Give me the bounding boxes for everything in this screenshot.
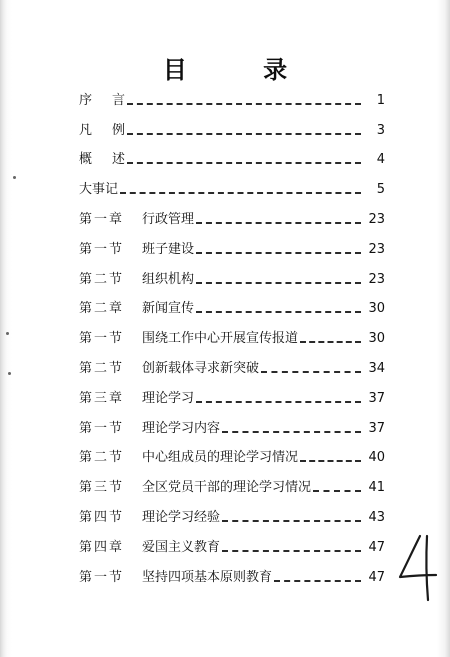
toc-entry[interactable] xyxy=(79,175,385,205)
toc-entry[interactable] xyxy=(79,235,385,265)
toc-entry[interactable] xyxy=(79,86,385,116)
scan-speck xyxy=(8,372,11,375)
dotted-leader xyxy=(222,548,361,552)
toc-entry-heading: 第三节 xyxy=(79,480,125,496)
toc-entry-heading: 第四章 xyxy=(79,539,125,555)
toc-entry-heading: 第二节 xyxy=(79,271,125,287)
toc-entry-heading: 第四节 xyxy=(79,510,125,526)
toc-entry-title: 围绕工作中心开展宣传报道 xyxy=(142,331,299,347)
toc-entry-page-number: 37 xyxy=(368,420,385,436)
dotted-leader xyxy=(127,160,361,164)
dotted-leader xyxy=(196,309,361,313)
toc-entry-title: 新闻宣传 xyxy=(142,301,195,317)
toc-entry[interactable] xyxy=(79,295,385,325)
dotted-leader xyxy=(261,369,361,373)
toc-entry-page-number: 43 xyxy=(368,510,385,526)
toc-entry[interactable] xyxy=(79,205,385,235)
toc-entry-heading-char: 述 xyxy=(111,152,125,168)
toc-entry[interactable] xyxy=(79,146,385,176)
toc-entry[interactable] xyxy=(79,414,385,444)
toc-entry-heading xyxy=(79,152,125,168)
dotted-leader xyxy=(127,131,361,135)
toc-entry-page-number: 34 xyxy=(368,361,385,377)
toc-entry-page-number: 3 xyxy=(376,122,385,138)
toc-entry-page-number: 23 xyxy=(368,212,385,228)
toc-entry-title: 行政管理 xyxy=(142,212,195,228)
dotted-leader xyxy=(196,250,361,254)
toc-entry-title: 中心组成员的理论学习情况 xyxy=(142,450,299,466)
toc-entry-heading: 第二章 xyxy=(79,301,125,317)
scan-speck xyxy=(13,176,16,179)
toc-entry-heading: 第二节 xyxy=(79,450,125,466)
toc-entry[interactable] xyxy=(79,473,385,503)
toc-entry-heading-char: 例 xyxy=(111,122,125,138)
toc-entry[interactable] xyxy=(79,116,385,146)
toc-entry-heading: 第一节 xyxy=(79,241,125,257)
toc-entry-heading: 第三章 xyxy=(79,390,125,406)
toc-entry-heading-char: 序 xyxy=(79,92,93,108)
toc-entry[interactable] xyxy=(79,503,385,533)
toc-entry[interactable] xyxy=(79,354,385,384)
scan-speck xyxy=(6,332,9,335)
toc-entry-heading: 第一节 xyxy=(79,420,125,436)
handwritten-page-number xyxy=(396,532,440,604)
toc-entry-heading-char: 概 xyxy=(79,152,93,168)
toc-entry-heading-char: 凡 xyxy=(79,122,93,138)
toc-entry-heading: 第一章 xyxy=(79,212,125,228)
dotted-leader xyxy=(222,429,361,433)
toc-entry-title: 理论学习内容 xyxy=(142,420,221,436)
page-title: 目 录 xyxy=(162,56,322,84)
toc-entry-title: 理论学习 xyxy=(142,390,195,406)
dotted-leader xyxy=(313,488,361,492)
toc-entry-heading xyxy=(79,123,125,139)
handwritten-numeral-four xyxy=(396,532,440,604)
table-of-contents xyxy=(79,86,385,593)
toc-entry[interactable] xyxy=(79,265,385,295)
toc-entry-page-number: 4 xyxy=(376,152,385,168)
toc-entry-page-number: 47 xyxy=(368,569,385,585)
dotted-leader xyxy=(300,339,361,343)
toc-entry-heading xyxy=(79,93,125,109)
toc-entry[interactable] xyxy=(79,563,385,593)
dotted-leader xyxy=(127,101,361,105)
toc-entry-title: 组织机构 xyxy=(142,271,195,287)
toc-entry-page-number: 47 xyxy=(368,539,385,555)
toc-entry-heading: 第二节 xyxy=(79,361,125,377)
toc-entry[interactable] xyxy=(79,384,385,414)
toc-entry[interactable] xyxy=(79,324,385,354)
toc-entry-heading: 第一节 xyxy=(79,331,125,347)
toc-entry-page-number: 37 xyxy=(368,390,385,406)
toc-entry-page-number: 1 xyxy=(376,92,385,108)
toc-entry-title: 班子建设 xyxy=(142,241,195,257)
dotted-leader xyxy=(274,578,361,582)
dotted-leader xyxy=(196,280,361,284)
toc-entry-heading: 第一节 xyxy=(79,569,125,585)
toc-entry-page-number: 41 xyxy=(368,480,385,496)
toc-entry-heading: 大事记 xyxy=(79,182,119,198)
toc-entry-title: 全区党员干部的理论学习情况 xyxy=(142,480,312,496)
toc-entry-page-number: 40 xyxy=(368,450,385,466)
toc-entry-title: 爱国主义教育 xyxy=(142,539,221,555)
toc-entry-page-number: 30 xyxy=(368,301,385,317)
dotted-leader xyxy=(120,190,361,194)
toc-entry-title: 坚持四项基本原则教育 xyxy=(142,569,273,585)
toc-entry-page-number: 23 xyxy=(368,271,385,287)
dotted-leader xyxy=(196,399,361,403)
toc-entry-title: 创新载体寻求新突破 xyxy=(142,361,260,377)
toc-entry-heading-char: 言 xyxy=(111,92,125,108)
toc-entry-title: 理论学习经验 xyxy=(142,510,221,526)
toc-entry-page-number: 30 xyxy=(368,331,385,347)
dotted-leader xyxy=(222,518,361,522)
toc-entry[interactable] xyxy=(79,533,385,563)
dotted-leader xyxy=(300,458,361,462)
toc-entry[interactable] xyxy=(79,444,385,474)
dotted-leader xyxy=(196,220,361,224)
toc-entry-page-number: 5 xyxy=(376,182,385,198)
toc-entry-page-number: 23 xyxy=(368,241,385,257)
